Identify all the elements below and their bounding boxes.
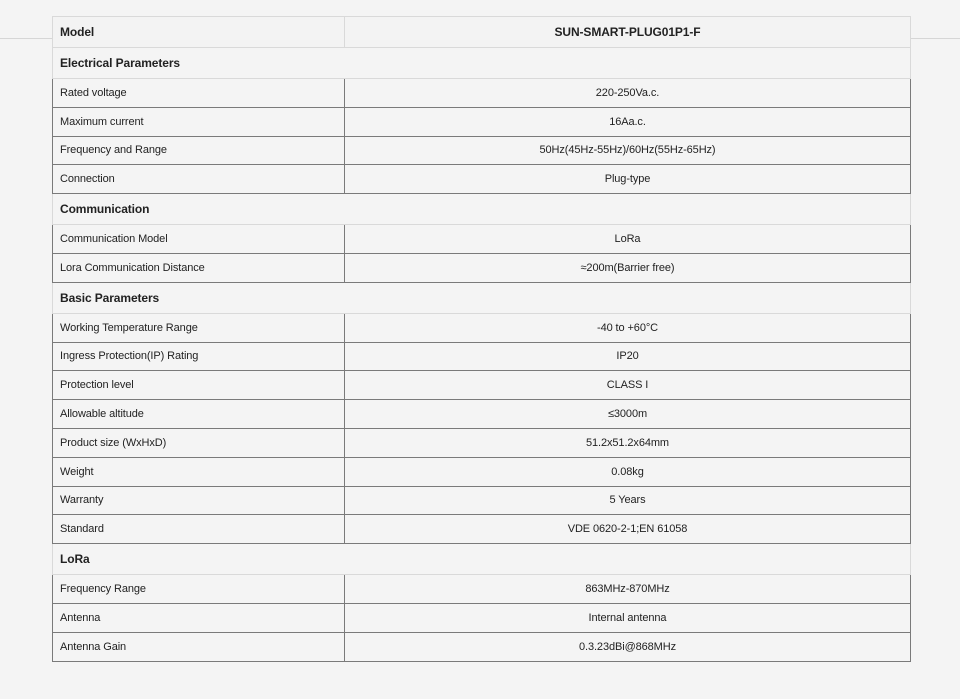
spec-label: Frequency and Range bbox=[53, 136, 345, 165]
spec-label: Standard bbox=[53, 515, 345, 544]
spec-label: Frequency Range bbox=[53, 575, 345, 604]
spec-label: Rated voltage bbox=[53, 79, 345, 108]
spec-row bbox=[53, 107, 911, 136]
spec-label: Weight bbox=[53, 457, 345, 486]
spec-label: Warranty bbox=[53, 486, 345, 515]
spec-value: 50Hz(45Hz-55Hz)/60Hz(55Hz-65Hz) bbox=[345, 136, 911, 165]
spec-row bbox=[53, 400, 911, 429]
spec-label: Antenna Gain bbox=[53, 632, 345, 661]
spec-label: Communication Model bbox=[53, 225, 345, 254]
spec-value: -40 to +60°C bbox=[345, 313, 911, 342]
spec-row bbox=[53, 79, 911, 108]
spec-label: Connection bbox=[53, 165, 345, 194]
spec-row bbox=[53, 457, 911, 486]
spec-value: 51.2x51.2x64mm bbox=[345, 428, 911, 457]
spec-value: 0.3.23dBi@868MHz bbox=[345, 632, 911, 661]
spec-row bbox=[53, 371, 911, 400]
spec-value: 16Aa.c. bbox=[345, 107, 911, 136]
spec-row bbox=[53, 428, 911, 457]
spec-value: Internal antenna bbox=[345, 603, 911, 632]
spec-value: ≤3000m bbox=[345, 400, 911, 429]
spec-label: Allowable altitude bbox=[53, 400, 345, 429]
spec-label: Maximum current bbox=[53, 107, 345, 136]
section-title: LoRa bbox=[53, 544, 911, 575]
model-value: SUN-SMART-PLUG01P1-F bbox=[345, 17, 911, 48]
spec-row bbox=[53, 515, 911, 544]
spec-label: Antenna bbox=[53, 603, 345, 632]
spec-value: 5 Years bbox=[345, 486, 911, 515]
spec-row bbox=[53, 313, 911, 342]
spec-value: 220-250Va.c. bbox=[345, 79, 911, 108]
spec-row bbox=[53, 486, 911, 515]
spec-value: 863MHz-870MHz bbox=[345, 575, 911, 604]
model-row bbox=[53, 17, 911, 48]
spec-value: CLASS I bbox=[345, 371, 911, 400]
spec-row bbox=[53, 136, 911, 165]
spec-value: 0.08kg bbox=[345, 457, 911, 486]
spec-label: Product size (WxHxD) bbox=[53, 428, 345, 457]
spec-label: Ingress Protection(IP) Rating bbox=[53, 342, 345, 371]
spec-table bbox=[52, 16, 911, 662]
spec-value: ≈200m(Barrier free) bbox=[345, 253, 911, 282]
spec-value: IP20 bbox=[345, 342, 911, 371]
spec-value: Plug-type bbox=[345, 165, 911, 194]
spec-row bbox=[53, 165, 911, 194]
spec-row bbox=[53, 225, 911, 254]
section-title: Electrical Parameters bbox=[53, 48, 911, 79]
spec-row bbox=[53, 632, 911, 661]
spec-label: Protection level bbox=[53, 371, 345, 400]
spec-label: Working Temperature Range bbox=[53, 313, 345, 342]
section-header-row bbox=[53, 194, 911, 225]
model-label: Model bbox=[53, 17, 345, 48]
spec-value: VDE 0620-2-1;EN 61058 bbox=[345, 515, 911, 544]
section-title: Basic Parameters bbox=[53, 282, 911, 313]
section-header-row bbox=[53, 48, 911, 79]
spec-value: LoRa bbox=[345, 225, 911, 254]
spec-row bbox=[53, 342, 911, 371]
spec-row bbox=[53, 575, 911, 604]
section-header-row bbox=[53, 544, 911, 575]
spec-label: Lora Communication Distance bbox=[53, 253, 345, 282]
section-title: Communication bbox=[53, 194, 911, 225]
spec-row bbox=[53, 253, 911, 282]
section-header-row bbox=[53, 282, 911, 313]
spec-row bbox=[53, 603, 911, 632]
